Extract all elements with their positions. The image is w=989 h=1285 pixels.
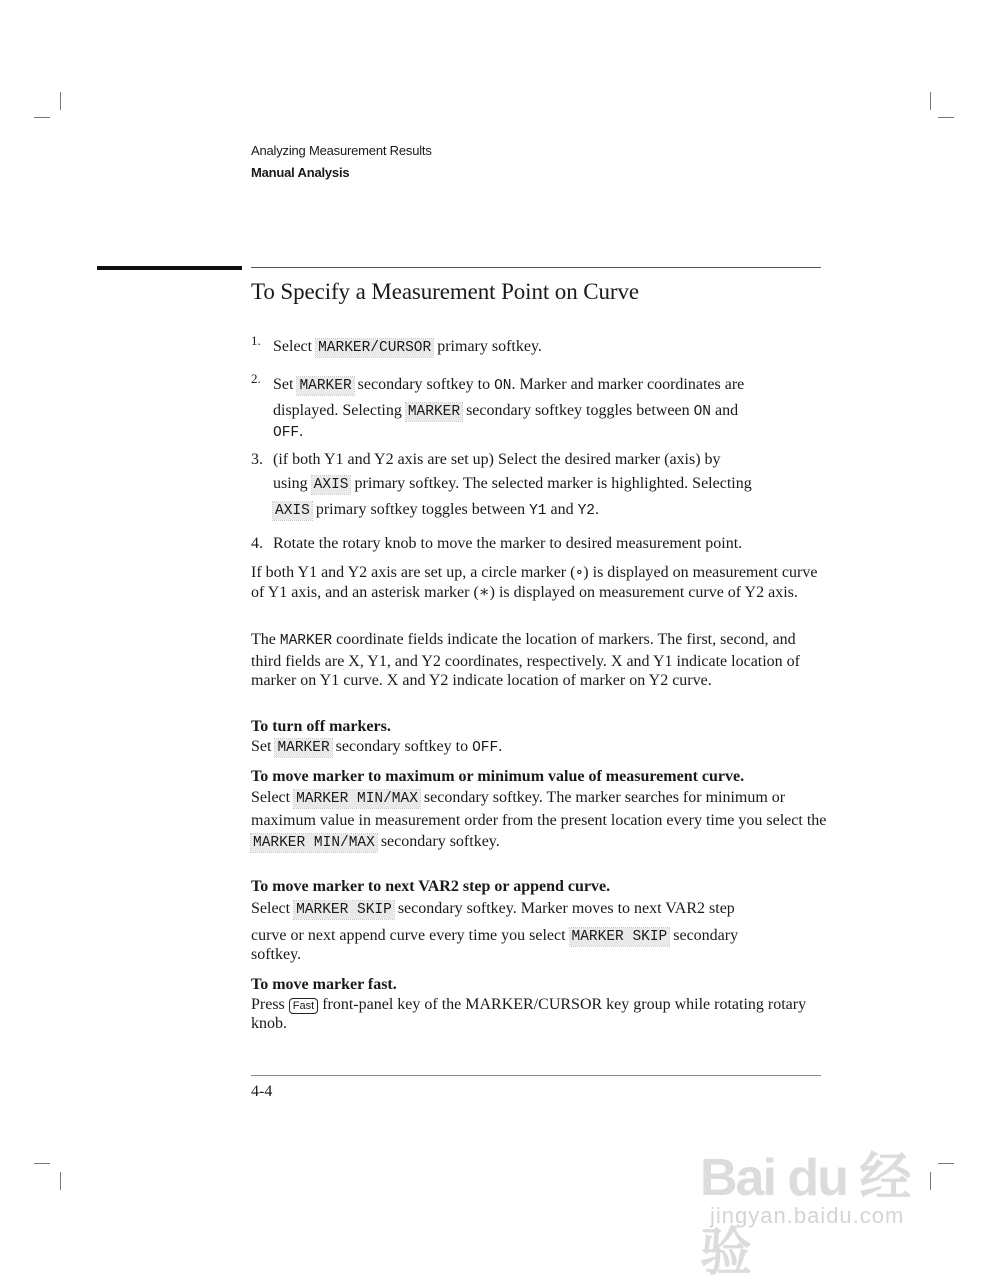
marker-min-max-softkey: MARKER MIN/MAX [253, 835, 375, 851]
marker-skip-softkey: MARKER SKIP [571, 929, 668, 945]
section-rule-thick [97, 266, 242, 270]
crop-mark [60, 92, 61, 110]
axis-softkey: AXIS [275, 503, 310, 519]
subheading: To move marker to maximum or minimum value of measurement curve. [251, 768, 745, 785]
step-number: 2. [251, 371, 261, 386]
marker-min-max-section: To move marker to maximum or minimum value of measurement curve. Select MARKER MIN/MAX secondary softkey. The marker searches for minimum or maximum value in measurement order from the present location every time you select the MARKER MIN/MAX secondary softkey. [251, 768, 827, 851]
crop-mark [60, 1172, 61, 1190]
marker-min-max-softkey: MARKER MIN/MAX [296, 791, 418, 807]
marker-coordinates-paragraph: The MARKER coordinate fields indicate the location of markers. The first, second, and third fields are X, Y1, and Y2 coordinates, respectively. X and Y1 indicate location of marker on Y1 curve. X and Y2 indicate location of marker on Y2 curve. [251, 631, 801, 689]
watermark-url: jingyan.baidu.com [710, 1203, 905, 1228]
footer-rule [251, 1075, 821, 1076]
fast-front-panel-key: Fast [289, 998, 318, 1014]
crop-mark [34, 117, 50, 118]
marker-softkey: MARKER [277, 739, 330, 756]
page-number: 4-4 [251, 1083, 273, 1100]
watermark-logo: Bai du 经验 [700, 1149, 910, 1282]
marker-symbols-paragraph: If both Y1 and Y2 axis are set up, a circle marker (∘) is displayed on measurement curve of Y1 axis, and an asterisk marker (∗) is displayed on measurement curve of Y2 axis. [251, 564, 818, 601]
section-rule [251, 267, 821, 268]
marker-skip-softkey: MARKER SKIP [296, 902, 392, 918]
marker-softkey: MARKER [299, 378, 352, 394]
subheading: To turn off markers. [251, 718, 391, 735]
crop-mark [930, 92, 931, 110]
crop-mark [938, 117, 954, 118]
step-number: 3. [251, 451, 263, 468]
running-header-section: Analyzing Measurement Results [251, 143, 432, 158]
marker-skip-section: To move marker to next VAR2 step or append curve. Select MARKER SKIP secondary softkey. Marker moves to next VAR2 step curve or next append curve every time you select MARKER SKIP secondary softkey. [251, 877, 829, 897]
axis-softkey: AXIS [313, 477, 349, 493]
crop-mark [34, 1163, 50, 1164]
page-title: To Specify a Measurement Point on Curve [251, 279, 639, 304]
subheading: To move marker to next VAR2 step or append curve. [251, 878, 611, 895]
marker-softkey: MARKER [407, 404, 461, 420]
running-header-subsection: Manual Analysis [251, 165, 350, 180]
crop-mark [938, 1163, 954, 1164]
watermark [690, 1135, 940, 1282]
step-number: 4. [251, 535, 263, 552]
subheading: To move marker fast. [251, 976, 397, 993]
marker-cursor-softkey: MARKER/CURSOR [318, 340, 432, 356]
turn-off-markers: To turn off markers. Set MARKER secondary softkey to OFF. [251, 717, 829, 758]
marker-fast-section: To move marker fast. Press Fast front-panel key of the MARKER/CURSOR key group while rotating rotary knob. [251, 975, 829, 1034]
step-number: 1. [251, 333, 261, 348]
